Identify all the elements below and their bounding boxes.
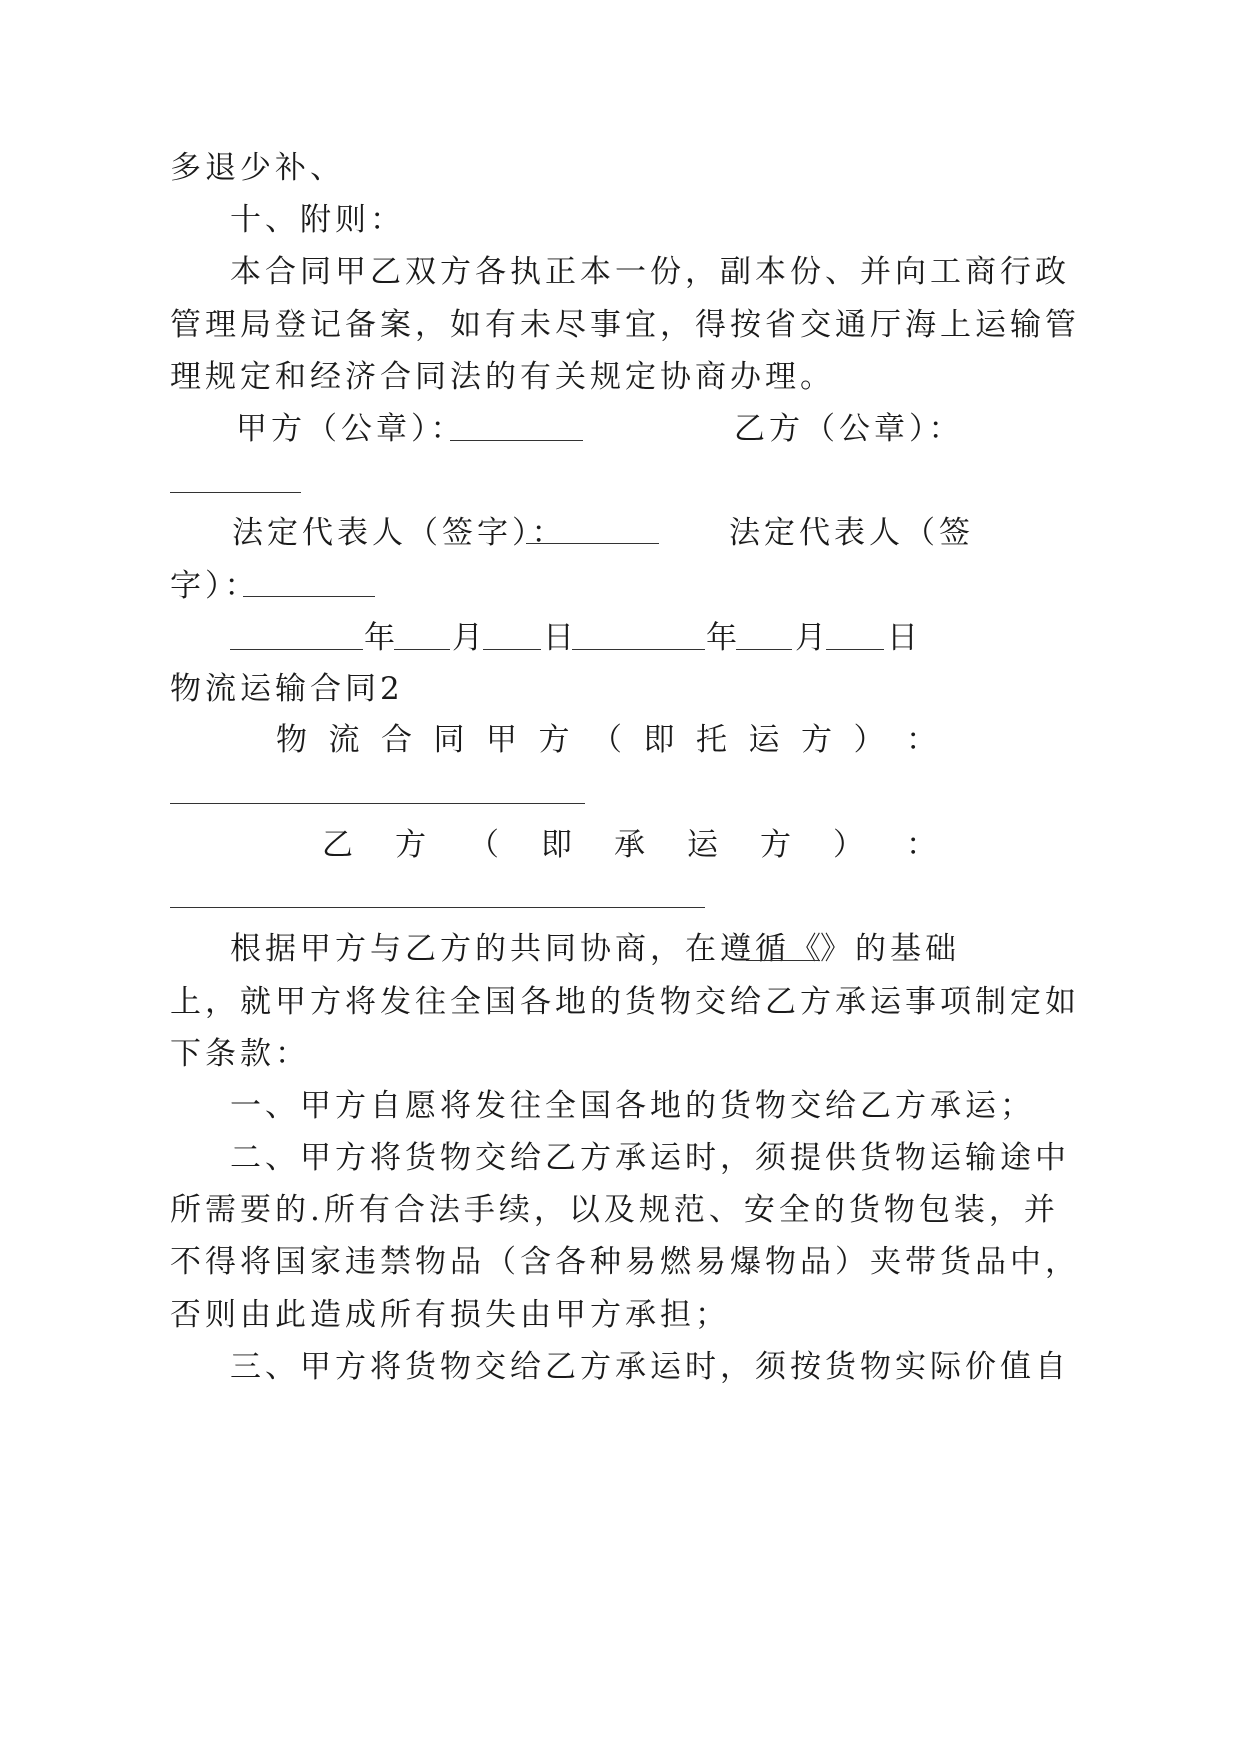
text-line: 理规定和经济合同法的有关规定协商办理。 [170, 359, 835, 395]
date-month-label: 月 [452, 620, 487, 656]
party-a-seal-label: 甲方（公章）： [236, 411, 466, 447]
party-b-char: 乙 [322, 827, 353, 863]
text-line: 根据甲方与乙方的共同协商，在遵循《 [230, 931, 825, 967]
text-line: 否则由此造成所有损失由甲方承担； [170, 1297, 730, 1333]
party-b-char: 方 [395, 827, 426, 863]
party-a-char: 同 [433, 722, 465, 758]
party-b-blank [170, 907, 705, 908]
date-month-blank [736, 649, 792, 650]
party-b-label [322, 825, 937, 865]
date-year-blank [230, 649, 363, 650]
party-a-label [276, 720, 937, 760]
party-a-char: 甲 [486, 722, 517, 758]
contract-title: 物流运输合同2 [170, 671, 404, 707]
party-a-char: 合 [381, 722, 412, 758]
text-line: 》的基础 [820, 931, 960, 967]
date-day-label: 日 [887, 620, 922, 656]
party-b-char: ： [906, 827, 937, 863]
party-b-char: 承 [614, 827, 645, 863]
party-a-char: （ [591, 722, 622, 758]
party-b-seal-blank [170, 492, 301, 493]
party-b-rep-label: 法定代表人（签 [729, 515, 974, 551]
date-day-label: 日 [543, 620, 578, 656]
party-a-rep-label: 法定代表人（签字）： [232, 515, 567, 551]
party-b-char: 运 [687, 827, 718, 863]
party-a-char: 即 [643, 722, 675, 758]
date-year-blank [572, 649, 705, 650]
date-month-blank [394, 649, 450, 650]
date-day-blank [826, 649, 884, 650]
text-line: 下条款： [170, 1036, 310, 1072]
party-b-seal-label: 乙方（公章）： [734, 411, 964, 447]
date-day-blank [483, 649, 541, 650]
text-line: 上，就甲方将发往全国各地的货物交给乙方承运事项制定如 [170, 984, 1080, 1020]
party-a-blank [170, 803, 585, 804]
party-a-char: 方 [801, 722, 832, 758]
party-b-char: 即 [541, 827, 572, 863]
party-a-seal-blank [450, 440, 583, 441]
clause-1: 一、甲方自愿将发往全国各地的货物交给乙方承运； [230, 1088, 1035, 1124]
party-a-rep-blank [526, 543, 659, 544]
text-line: 本合同甲乙双方各执正本一份，副本份、并向工商行政 [230, 254, 1070, 290]
section-heading: 十、附则： [230, 202, 405, 238]
party-b-char: ） [833, 827, 864, 863]
law-name-blank [746, 960, 820, 961]
party-b-char: 方 [760, 827, 791, 863]
clause-2: 二、甲方将货物交给乙方承运时，须提供货物运输途中 [230, 1140, 1070, 1176]
party-a-char: 物 [276, 722, 307, 758]
text-line: 管理局登记备案，如有未尽事宜，得按省交通厅海上运输管 [170, 307, 1080, 343]
party-a-char: 运 [748, 722, 780, 758]
text-line: 字）： [170, 568, 260, 604]
party-b-rep-blank [243, 596, 375, 597]
clause-3: 三、甲方将货物交给乙方承运时，须按货物实际价值自 [230, 1349, 1070, 1385]
date-year-label: 年 [364, 620, 399, 656]
party-a-char: 托 [696, 722, 727, 758]
date-year-label: 年 [706, 620, 741, 656]
text-line: 多退少补、 [170, 150, 345, 186]
text-line: 所需要的.所有合法手续，以及规范、安全的货物包装，并 [170, 1192, 1059, 1228]
party-b-char: （ [468, 827, 499, 863]
party-a-char: 流 [328, 722, 360, 758]
text-line: 不得将国家违禁物品（含各种易燃易爆物品）夹带货品中， [170, 1244, 1080, 1280]
party-a-char: ： [906, 722, 937, 758]
party-a-char: ） [853, 722, 885, 758]
party-a-char: 方 [538, 722, 570, 758]
date-month-label: 月 [795, 620, 830, 656]
